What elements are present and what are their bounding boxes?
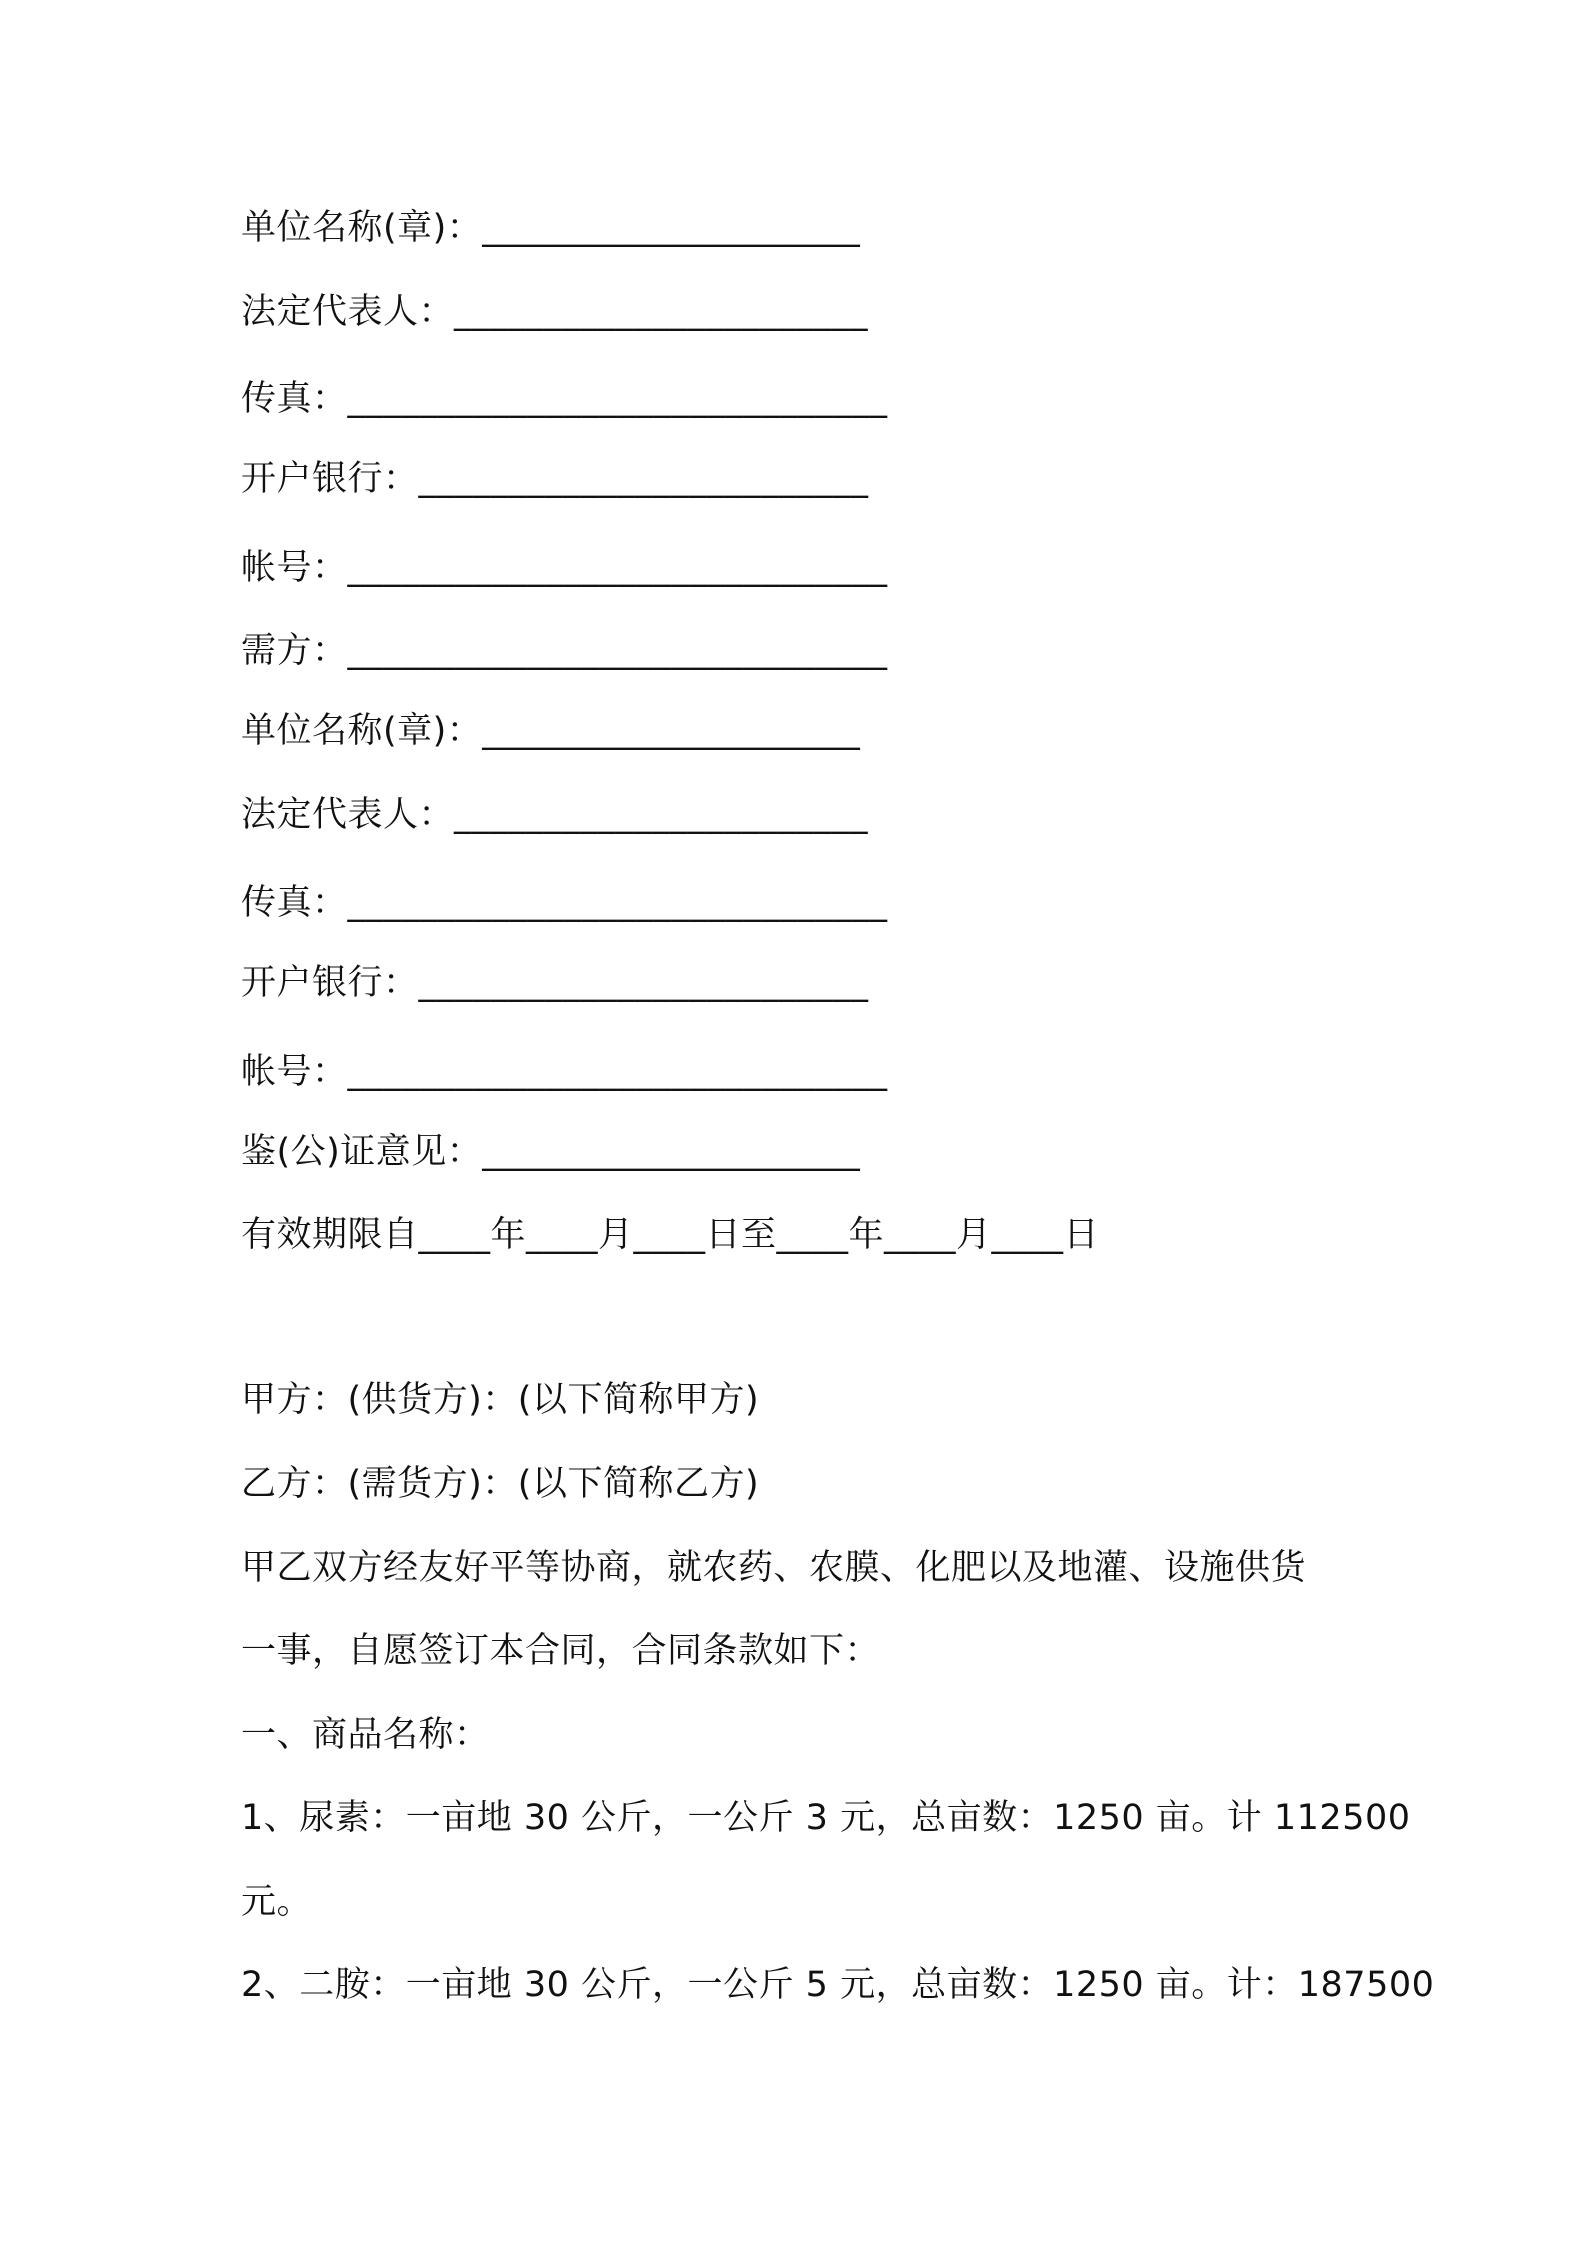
section-1-title: 一、商品名称： xyxy=(241,1715,490,1755)
buyer-unit-name-field: 单位名称(章)：_____________________ xyxy=(241,711,861,751)
intro-paragraph-line-1: 甲乙双方经友好平等协商，就农药、农膜、化肥以及地灌、设施供货 xyxy=(241,1548,1307,1588)
party-a-line: 甲方：(供货方)：(以下简称甲方) xyxy=(241,1380,760,1420)
buyer-field: 需方：______________________________ xyxy=(241,631,888,671)
buyer-legal-rep-field: 法定代表人：_______________________ xyxy=(241,795,869,835)
supplier-legal-rep-field: 法定代表人：_______________________ xyxy=(241,292,869,332)
buyer-fax-field: 传真：______________________________ xyxy=(241,883,888,923)
party-b-line: 乙方：(需货方)：(以下简称乙方) xyxy=(241,1464,760,1504)
buyer-account-field: 帐号：______________________________ xyxy=(241,1052,888,1092)
supplier-unit-name-field: 单位名称(章)：_____________________ xyxy=(241,208,861,248)
item-2-line-1: 2、二胺：一亩地 30 公斤，一公斤 5 元，总亩数：1250 亩。计：187500 xyxy=(241,1965,1435,2005)
verification-opinion-field: 鉴(公)证意见：_____________________ xyxy=(241,1132,861,1172)
supplier-bank-field: 开户银行：_________________________ xyxy=(241,459,869,499)
intro-paragraph-line-2: 一事，自愿签订本合同，合同条款如下： xyxy=(241,1631,881,1671)
item-1-line-2: 元。 xyxy=(241,1882,313,1922)
buyer-bank-field: 开户银行：_________________________ xyxy=(241,963,869,1003)
supplier-account-field: 帐号：______________________________ xyxy=(241,548,888,588)
item-1-line-1: 1、尿素：一亩地 30 公斤，一公斤 3 元，总亩数：1250 亩。计 112500 xyxy=(241,1798,1411,1838)
supplier-fax-field: 传真：______________________________ xyxy=(241,379,888,419)
validity-period-field: 有效期限自____年____月____日至____年____月____日 xyxy=(241,1215,1100,1255)
